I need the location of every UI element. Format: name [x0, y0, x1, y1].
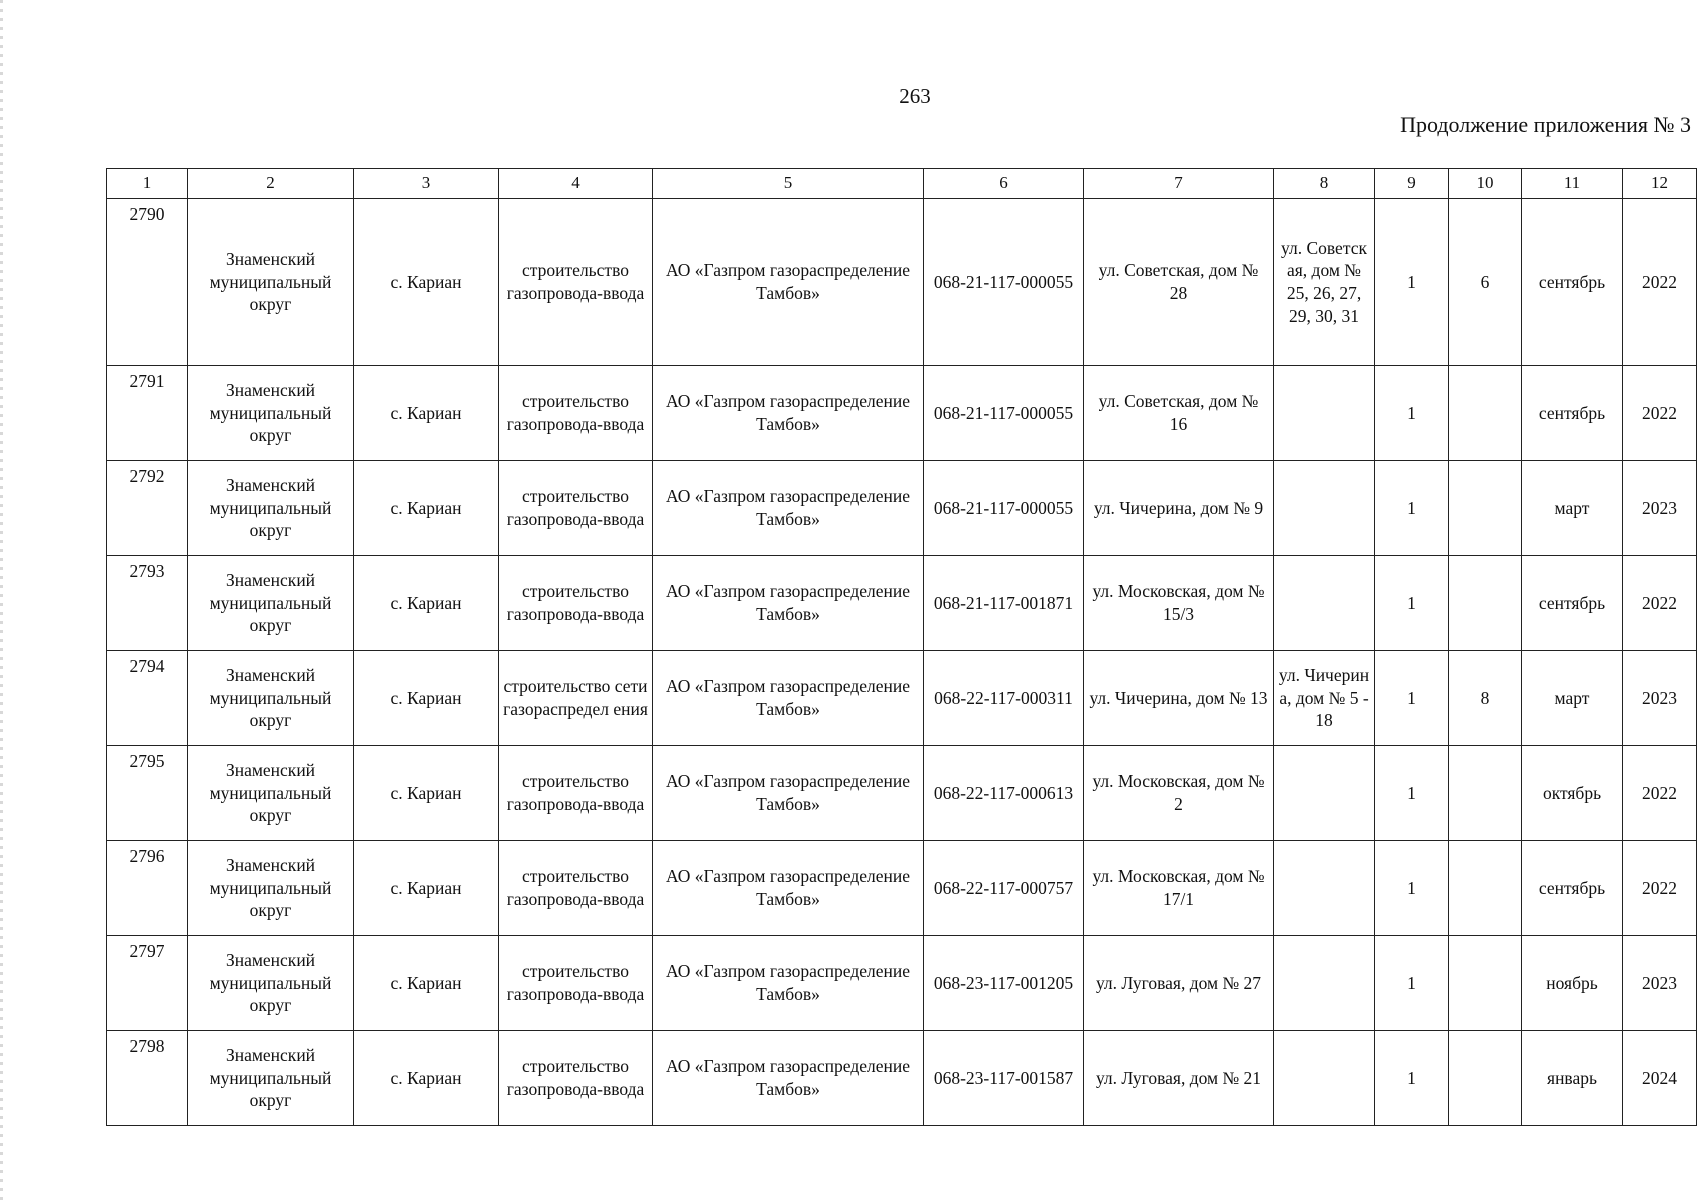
connected-addresses-cell: [1274, 936, 1375, 1031]
connected-addresses-cell: ул. Чичерин а, дом № 5 - 18: [1274, 651, 1375, 746]
table-row: [107, 461, 1697, 556]
count-cell: 1: [1375, 746, 1449, 841]
count-cell: 1: [1375, 1031, 1449, 1126]
count-cell: 1: [1375, 461, 1449, 556]
year-cell: 2024: [1623, 1031, 1697, 1126]
year-cell: 2022: [1623, 746, 1697, 841]
column-header: 5: [653, 169, 924, 199]
locality-cell: с. Кариан: [354, 651, 499, 746]
organization-cell: АО «Газпром газораспределение Тамбов»: [653, 746, 924, 841]
connected-addresses-cell: ул. Советск ая, дом № 25, 26, 27, 29, 30, 31: [1274, 199, 1375, 366]
locality-cell: с. Кариан: [354, 1031, 499, 1126]
month-cell: сентябрь: [1522, 366, 1623, 461]
table-row: [107, 651, 1697, 746]
address-cell: ул. Луговая, дом № 27: [1084, 936, 1274, 1031]
table-row: [107, 841, 1697, 936]
organization-cell: АО «Газпром газораспределение Тамбов»: [653, 556, 924, 651]
work-type-cell: строительство газопровода-ввода: [499, 746, 653, 841]
additional-count-cell: [1449, 461, 1522, 556]
column-header: 10: [1449, 169, 1522, 199]
organization-cell: АО «Газпром газораспределение Тамбов»: [653, 651, 924, 746]
additional-count-cell: [1449, 1031, 1522, 1126]
column-header: 4: [499, 169, 653, 199]
month-cell: январь: [1522, 1031, 1623, 1126]
column-header: 2: [188, 169, 354, 199]
work-type-cell: строительство сети газораспредел ения: [499, 651, 653, 746]
connected-addresses-cell: [1274, 366, 1375, 461]
district-cell: Знаменский муниципальный округ: [188, 841, 354, 936]
registry-table: [106, 168, 1697, 1126]
month-cell: сентябрь: [1522, 556, 1623, 651]
row-number: 2792: [107, 461, 188, 556]
row-number: 2791: [107, 366, 188, 461]
locality-cell: с. Кариан: [354, 556, 499, 651]
table-body: [107, 199, 1697, 1126]
organization-cell: АО «Газпром газораспределение Тамбов»: [653, 366, 924, 461]
continuation-label: Продолжение приложения № 3: [1400, 112, 1691, 137]
additional-count-cell: 8: [1449, 651, 1522, 746]
address-cell: ул. Чичерина, дом № 13: [1084, 651, 1274, 746]
scan-edge-artifact: [0, 0, 3, 1200]
month-cell: март: [1522, 651, 1623, 746]
column-header: 7: [1084, 169, 1274, 199]
address-cell: ул. Советская, дом № 16: [1084, 366, 1274, 461]
row-number: 2796: [107, 841, 188, 936]
year-cell: 2023: [1623, 936, 1697, 1031]
additional-count-cell: [1449, 556, 1522, 651]
locality-cell: с. Кариан: [354, 936, 499, 1031]
count-cell: 1: [1375, 366, 1449, 461]
row-number: 2794: [107, 651, 188, 746]
district-cell: Знаменский муниципальный округ: [188, 936, 354, 1031]
table-row: [107, 746, 1697, 841]
address-cell: ул. Советская, дом № 28: [1084, 199, 1274, 366]
column-header: 3: [354, 169, 499, 199]
address-cell: ул. Московская, дом № 2: [1084, 746, 1274, 841]
code-cell: 068-21-117-000055: [924, 461, 1084, 556]
locality-cell: с. Кариан: [354, 746, 499, 841]
additional-count-cell: [1449, 841, 1522, 936]
work-type-cell: строительство газопровода-ввода: [499, 936, 653, 1031]
code-cell: 068-22-117-000757: [924, 841, 1084, 936]
district-cell: Знаменский муниципальный округ: [188, 746, 354, 841]
code-cell: 068-21-117-000055: [924, 199, 1084, 366]
work-type-cell: строительство газопровода-ввода: [499, 199, 653, 366]
table-row: [107, 556, 1697, 651]
work-type-cell: строительство газопровода-ввода: [499, 366, 653, 461]
row-number: 2793: [107, 556, 188, 651]
code-cell: 068-22-117-000311: [924, 651, 1084, 746]
additional-count-cell: 6: [1449, 199, 1522, 366]
count-cell: 1: [1375, 651, 1449, 746]
code-cell: 068-21-117-001871: [924, 556, 1084, 651]
year-cell: 2022: [1623, 556, 1697, 651]
connected-addresses-cell: [1274, 556, 1375, 651]
work-type-cell: строительство газопровода-ввода: [499, 841, 653, 936]
table-row: [107, 199, 1697, 366]
table-row: [107, 936, 1697, 1031]
work-type-cell: строительство газопровода-ввода: [499, 1031, 653, 1126]
count-cell: 1: [1375, 556, 1449, 651]
row-number: 2790: [107, 199, 188, 366]
table-row: [107, 1031, 1697, 1126]
address-cell: ул. Московская, дом № 17/1: [1084, 841, 1274, 936]
year-cell: 2023: [1623, 461, 1697, 556]
column-header: 8: [1274, 169, 1375, 199]
address-cell: ул. Московская, дом № 15/3: [1084, 556, 1274, 651]
address-cell: ул. Луговая, дом № 21: [1084, 1031, 1274, 1126]
locality-cell: с. Кариан: [354, 841, 499, 936]
additional-count-cell: [1449, 936, 1522, 1031]
organization-cell: АО «Газпром газораспределение Тамбов»: [653, 841, 924, 936]
year-cell: 2022: [1623, 199, 1697, 366]
count-cell: 1: [1375, 841, 1449, 936]
organization-cell: АО «Газпром газораспределение Тамбов»: [653, 1031, 924, 1126]
year-cell: 2022: [1623, 841, 1697, 936]
district-cell: Знаменский муниципальный округ: [188, 556, 354, 651]
district-cell: Знаменский муниципальный округ: [188, 199, 354, 366]
district-cell: Знаменский муниципальный округ: [188, 651, 354, 746]
additional-count-cell: [1449, 746, 1522, 841]
organization-cell: АО «Газпром газораспределение Тамбов»: [653, 936, 924, 1031]
month-cell: сентябрь: [1522, 199, 1623, 366]
table-header-row: [107, 169, 1697, 199]
connected-addresses-cell: [1274, 461, 1375, 556]
additional-count-cell: [1449, 366, 1522, 461]
connected-addresses-cell: [1274, 746, 1375, 841]
count-cell: 1: [1375, 199, 1449, 366]
district-cell: Знаменский муниципальный округ: [188, 1031, 354, 1126]
district-cell: Знаменский муниципальный округ: [188, 461, 354, 556]
work-type-cell: строительство газопровода-ввода: [499, 461, 653, 556]
year-cell: 2022: [1623, 366, 1697, 461]
locality-cell: с. Кариан: [354, 199, 499, 366]
locality-cell: с. Кариан: [354, 366, 499, 461]
column-header: 12: [1623, 169, 1697, 199]
page-number: 263: [899, 84, 931, 108]
month-cell: март: [1522, 461, 1623, 556]
connected-addresses-cell: [1274, 1031, 1375, 1126]
month-cell: ноябрь: [1522, 936, 1623, 1031]
table-row: [107, 366, 1697, 461]
code-cell: 068-23-117-001205: [924, 936, 1084, 1031]
code-cell: 068-21-117-000055: [924, 366, 1084, 461]
connected-addresses-cell: [1274, 841, 1375, 936]
code-cell: 068-23-117-001587: [924, 1031, 1084, 1126]
row-number: 2798: [107, 1031, 188, 1126]
row-number: 2797: [107, 936, 188, 1031]
organization-cell: АО «Газпром газораспределение Тамбов»: [653, 199, 924, 366]
locality-cell: с. Кариан: [354, 461, 499, 556]
year-cell: 2023: [1623, 651, 1697, 746]
district-cell: Знаменский муниципальный округ: [188, 366, 354, 461]
row-number: 2795: [107, 746, 188, 841]
month-cell: сентябрь: [1522, 841, 1623, 936]
column-header: 11: [1522, 169, 1623, 199]
organization-cell: АО «Газпром газораспределение Тамбов»: [653, 461, 924, 556]
column-header: 6: [924, 169, 1084, 199]
code-cell: 068-22-117-000613: [924, 746, 1084, 841]
column-header: 9: [1375, 169, 1449, 199]
column-header: 1: [107, 169, 188, 199]
count-cell: 1: [1375, 936, 1449, 1031]
month-cell: октябрь: [1522, 746, 1623, 841]
work-type-cell: строительство газопровода-ввода: [499, 556, 653, 651]
address-cell: ул. Чичерина, дом № 9: [1084, 461, 1274, 556]
